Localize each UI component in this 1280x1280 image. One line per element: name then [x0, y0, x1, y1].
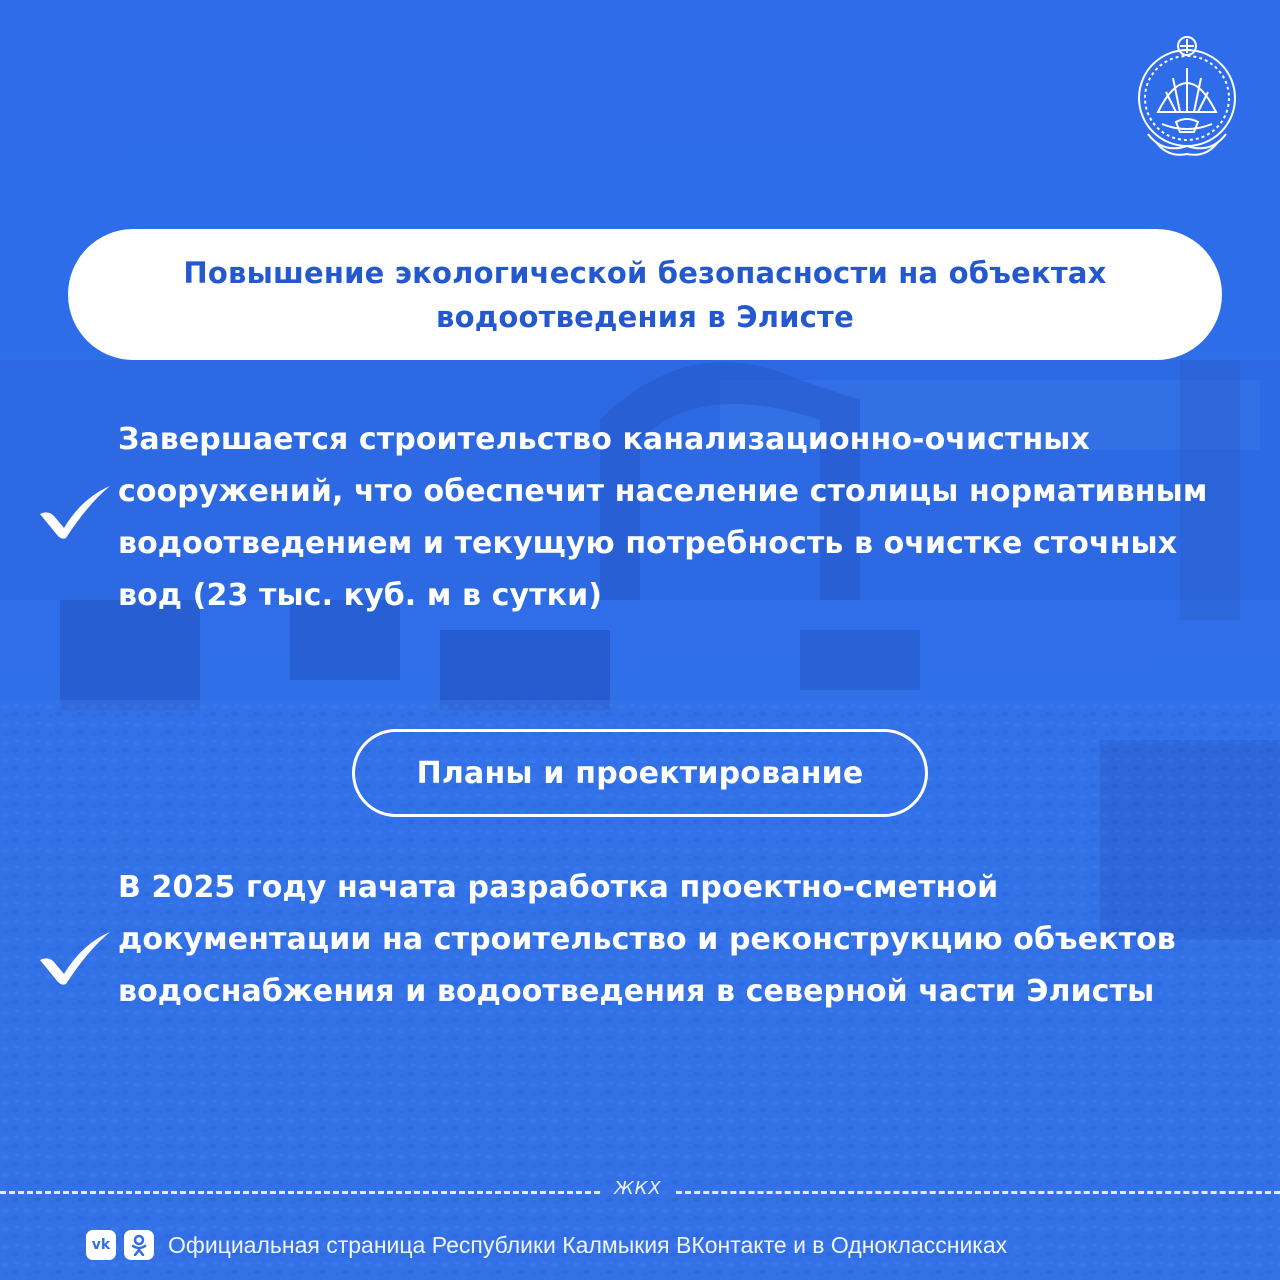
section-label-pill	[352, 729, 928, 817]
checkmark-icon	[38, 484, 112, 540]
checkmark-icon	[38, 930, 112, 986]
bullet-text: Завершается строительство канализационно-очистных сооружений, что обеспечит население столицы нормативным водоотведением и текущую потребность в очистке сточных вод (23 тыс. куб. м в сутки)	[118, 422, 1208, 613]
odnoklassniki-glyph-icon	[130, 1234, 148, 1256]
bullet-planning	[118, 862, 1218, 1018]
kalmykia-emblem-icon	[1128, 34, 1246, 162]
odnoklassniki-icon[interactable]	[124, 1230, 154, 1260]
divider-right	[676, 1191, 1280, 1194]
divider-tag: ЖКХ	[614, 1178, 662, 1199]
vk-glyph: vk	[91, 1237, 111, 1253]
bullet-text: В 2025 году начата разработка проектно-сметной документации на строительство и реконструкцию объектов водоснабжения и водоотведения в северной части Элисты	[118, 870, 1176, 1009]
vk-icon[interactable]	[86, 1230, 116, 1260]
title-banner	[68, 229, 1222, 360]
footer	[86, 1228, 1007, 1262]
page-title: Повышение экологической безопасности на объектах водоотведения в Элисте	[183, 255, 1107, 334]
footer-text: Официальная страница Республики Калмыкия ВКонтакте и в Одноклассниках	[168, 1231, 1008, 1258]
bullet-construction	[118, 414, 1218, 622]
divider-left	[0, 1191, 600, 1194]
section-label: Планы и проектирование	[416, 755, 864, 791]
